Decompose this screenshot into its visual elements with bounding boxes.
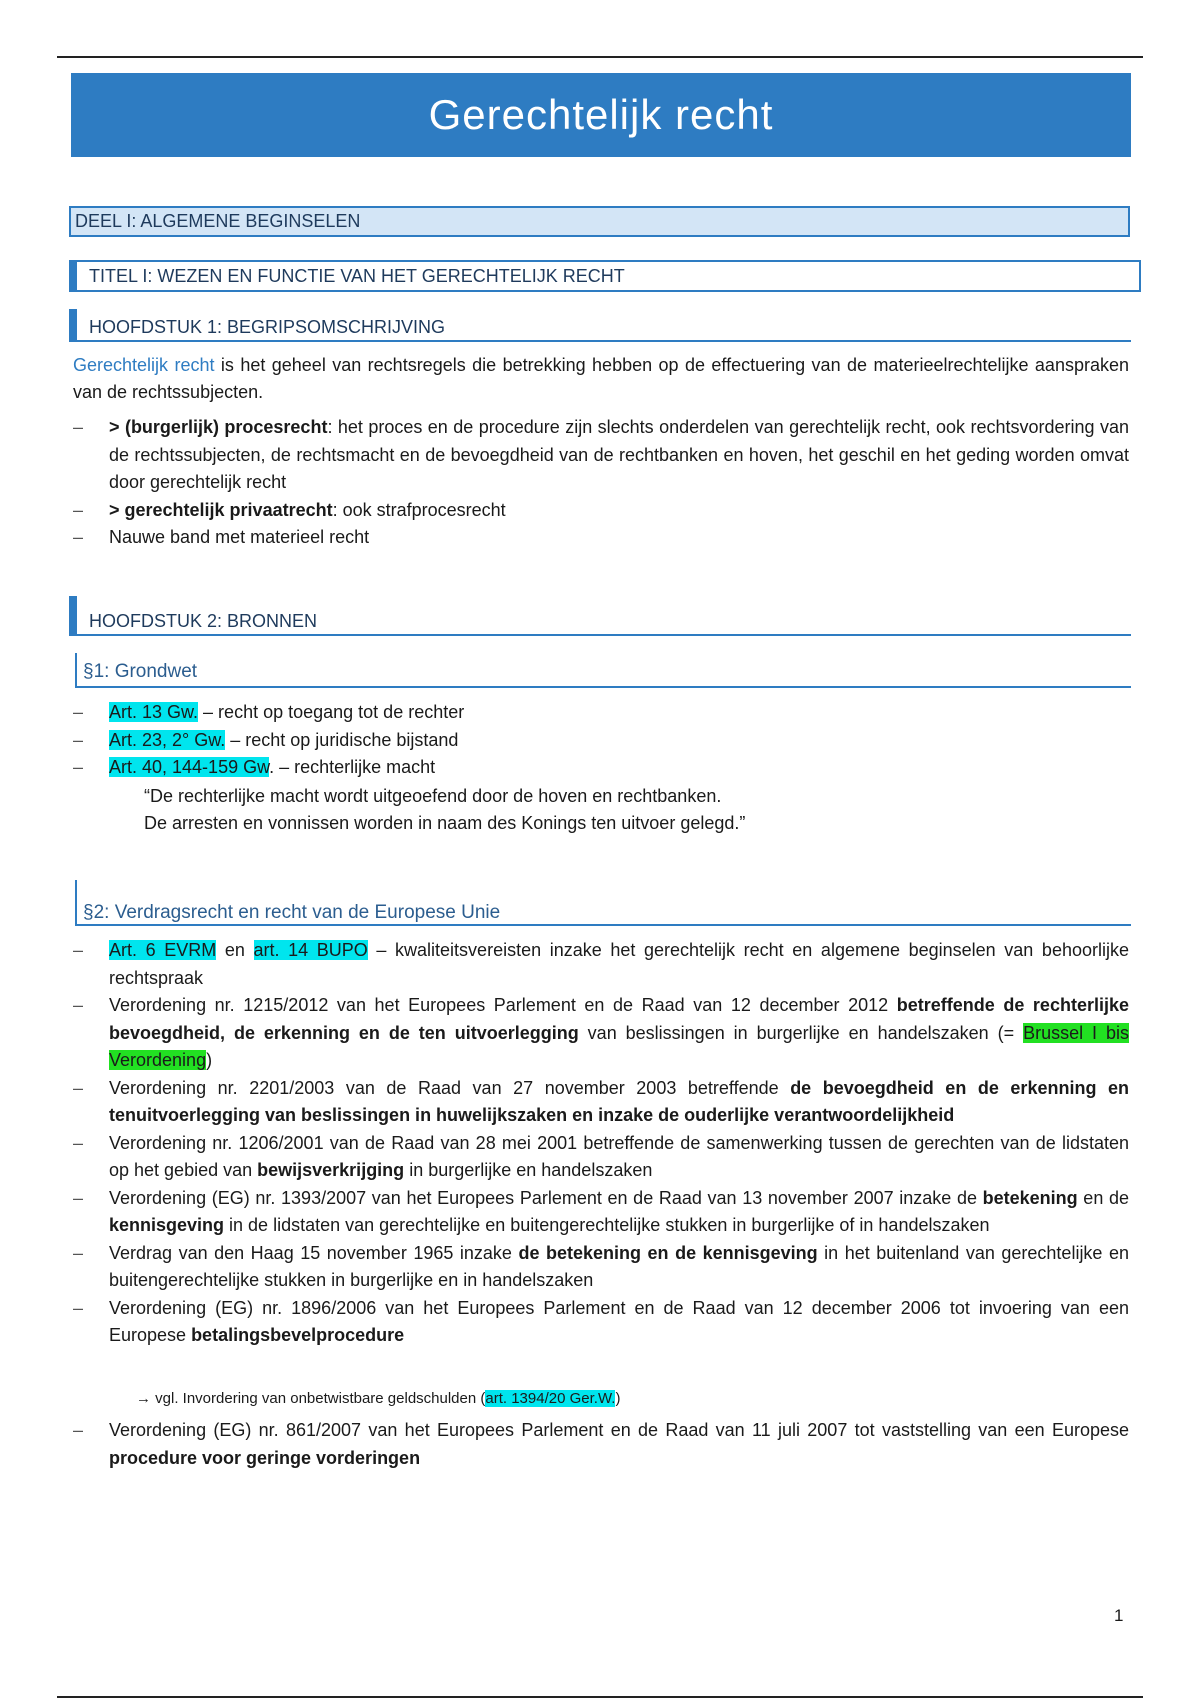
list-item: – Verdrag van den Haag 15 november 1965 inzake de betekening en de kennisgeving in het buitenland van gerechtelijke en buitengerechtelijke stukken in burgerlijke en in handelszaken bbox=[73, 1242, 1129, 1290]
list-item: – Art. 13 Gw. – recht op toegang tot de rechter bbox=[73, 702, 465, 722]
note-reference: → vgl. Invordering van onbetwistbare geldschulden (art. 1394/20 Ger.W.) bbox=[136, 1390, 621, 1407]
heading-hoofdstuk-1: HOOFDSTUK 1: BEGRIPSOMSCHRIJVING bbox=[69, 309, 1131, 342]
list-item: – Verordening nr. 1215/2012 van het Europees Parlement en de Raad van 12 december 2012 betreffende de rechterlijke bevoegdheid, de erkenning en de ten uitvoerlegging van beslissingen in burgerlijke en handelszaken (= Brussel I bis Verordening) bbox=[73, 995, 1129, 1070]
quote-line-1: “De rechterlijke macht wordt uitgeoefend door de hoven en rechtbanken. bbox=[144, 786, 722, 806]
page-number: 1 bbox=[1114, 1606, 1124, 1625]
list-item: – Verordening nr. 2201/2003 van de Raad van 27 november 2003 betreffende de bevoegdheid en de erkenning en tenuitvoerlegging van beslissingen in huwelijkszaken en inzake de ouderlijke verantwoordelijkheid bbox=[73, 1077, 1129, 1125]
list-item: – > gerechtelijk privaatrecht: ook strafprocesrecht bbox=[73, 499, 506, 520]
page-top-rule bbox=[57, 56, 1143, 58]
chapter1-list bbox=[73, 414, 1129, 552]
intro-paragraph: Gerechtelijk recht is het geheel van rechtsregels die betrekking hebben op de effectuering van de materieelrechtelijke aanspraken van de rechtssubjecten. bbox=[73, 355, 1129, 402]
list-item: – Nauwe band met materieel recht bbox=[73, 527, 370, 547]
list-item: – Art. 40, 144-159 Gw. – rechterlijke macht bbox=[73, 757, 436, 777]
heading-deel: DEEL I: ALGEMENE BEGINSELEN bbox=[69, 206, 1130, 237]
heading-paragraaf-1: §1: Grondwet bbox=[75, 653, 1131, 688]
page-bottom-rule bbox=[57, 1696, 1143, 1698]
verdragsrecht-list-continued bbox=[73, 1417, 1129, 1472]
intro-term: Gerechtelijk recht bbox=[73, 355, 215, 375]
grondwet-list bbox=[73, 699, 1129, 782]
list-item: – Art. 23, 2° Gw. – recht op juridische bijstand bbox=[73, 729, 459, 750]
arrow-right-icon: → bbox=[136, 1390, 151, 1407]
list-item: – Verordening (EG) nr. 1896/2006 van het Europees Parlement en de Raad van 12 december 2006 tot invoering van een Europese betalingsbevelprocedure bbox=[73, 1297, 1129, 1345]
list-item: – Verordening nr. 1206/2001 van de Raad van 28 mei 2001 betreffende de samenwerking tussen de gerechten van de lidstaten op het gebied van bewijsverkrijging in burgerlijke en handelszaken bbox=[73, 1132, 1129, 1180]
list-item: – > (burgerlijk) procesrecht: het proces en de procedure zijn slechts onderdelen van gerechtelijk recht, ook rechtsvordering van de rechtssubjecten, de rechtsmacht en de bevoegdheid van de rechtbanken en hoven, het geschil en het geding worden omvat door gerechtelijk recht bbox=[73, 417, 1129, 492]
list-item: – Verordening (EG) nr. 861/2007 van het Europees Parlement en de Raad van 11 juli 2007 tot vaststelling van een Europese procedure voor geringe vorderingen bbox=[73, 1420, 1129, 1468]
document-title: Gerechtelijk recht bbox=[71, 73, 1131, 157]
heading-titel: TITEL I: WEZEN EN FUNCTIE VAN HET GERECHTELIJK RECHT bbox=[69, 260, 1141, 292]
heading-paragraaf-2: §2: Verdragsrecht en recht van de Europese Unie bbox=[75, 880, 1131, 926]
list-item: – Art. 6 EVRM en art. 14 BUPO – kwaliteitsvereisten inzake het gerechtelijk recht en algemene beginselen van behoorlijke rechtspraak bbox=[73, 940, 1129, 988]
list-item: – Verordening (EG) nr. 1393/2007 van het Europees Parlement en de Raad van 13 november 2007 inzake de betekening en de kennisgeving in de lidstaten van gerechtelijke en buitengerechtelijke stukken in burgerlijke of in handelszaken bbox=[73, 1187, 1130, 1235]
verdragsrecht-list bbox=[73, 937, 1129, 1350]
quote-line-2: De arresten en vonnissen worden in naam des Konings ten uitvoer gelegd.” bbox=[144, 813, 746, 833]
heading-hoofdstuk-2: HOOFDSTUK 2: BRONNEN bbox=[69, 596, 1131, 636]
